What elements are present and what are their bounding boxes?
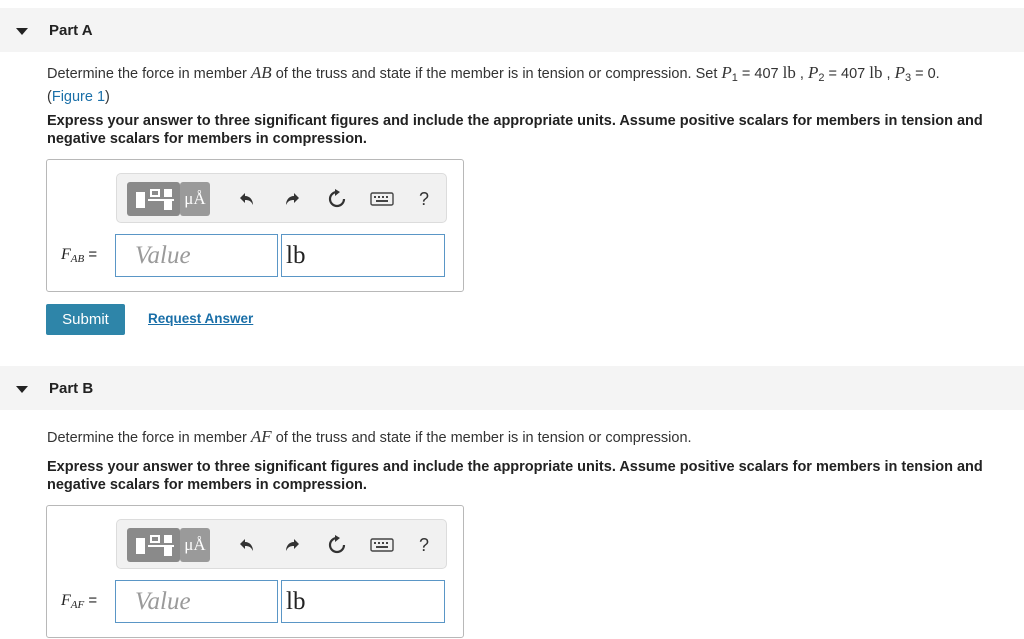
answer-variable-label: $F_{AF}$ = bbox=[61, 592, 98, 611]
part-a-title: Part A bbox=[49, 21, 93, 39]
keyboard-icon[interactable] bbox=[367, 182, 397, 216]
submit-button[interactable]: Submit bbox=[46, 304, 125, 335]
part-b-title: Part B bbox=[49, 379, 94, 397]
part-b-instructions: Express your answer to three significant figures and include the appropriate units. Assume positive scalars for members in tension and negative scalars for members in compression. bbox=[47, 459, 983, 493]
part-b-header[interactable] bbox=[0, 366, 1024, 410]
answer-variable-label: $F_{AB}$ = bbox=[61, 246, 98, 265]
part-b-question: Determine the force in member AF of the truss and state if the member is in tension or compression. bbox=[47, 427, 692, 446]
keyboard-icon[interactable] bbox=[367, 528, 397, 562]
units-button[interactable]: μÅ bbox=[180, 182, 210, 216]
redo-icon[interactable] bbox=[277, 182, 307, 216]
templates-button[interactable] bbox=[127, 182, 180, 216]
reset-icon[interactable] bbox=[322, 182, 352, 216]
collapse-caret-icon[interactable] bbox=[16, 28, 28, 35]
redo-icon[interactable] bbox=[277, 528, 307, 562]
part-a-question: Determine the force in member AB of the truss and state if the member is in tension or compression. Set $P_1 = 407$ lb , $P_2 = 407$ lb , $P_3 = 0$. (Figure 1) bbox=[47, 63, 940, 105]
unit-input[interactable]: lb bbox=[281, 580, 445, 623]
part-a-instructions: Express your answer to three significant figures and include the appropriate units. Assume positive scalars for members in tension and negative scalars for members in compression. bbox=[47, 113, 983, 147]
answer-input-row bbox=[47, 234, 465, 278]
part-a-header[interactable] bbox=[0, 8, 1024, 52]
answer-input-row bbox=[47, 580, 465, 624]
math-toolbar bbox=[116, 173, 447, 223]
request-answer-link[interactable]: Request Answer bbox=[148, 311, 254, 326]
value-input[interactable]: Value bbox=[115, 234, 278, 277]
help-icon[interactable]: ? bbox=[418, 534, 429, 555]
math-toolbar bbox=[116, 519, 447, 569]
collapse-caret-icon[interactable] bbox=[16, 386, 28, 393]
reset-icon[interactable] bbox=[322, 528, 352, 562]
value-input[interactable]: Value bbox=[115, 580, 278, 623]
part-a-answer-box bbox=[46, 159, 464, 292]
units-button[interactable]: μÅ bbox=[180, 528, 210, 562]
unit-input[interactable]: lb bbox=[281, 234, 445, 277]
member-name: AF bbox=[250, 427, 272, 446]
undo-icon[interactable] bbox=[232, 528, 262, 562]
figure-link[interactable]: Figure 1 bbox=[51, 89, 106, 105]
templates-button[interactable] bbox=[127, 528, 180, 562]
part-b-answer-box bbox=[46, 505, 464, 638]
member-name: AB bbox=[250, 63, 272, 82]
help-icon[interactable]: ? bbox=[418, 188, 429, 209]
undo-icon[interactable] bbox=[232, 182, 262, 216]
